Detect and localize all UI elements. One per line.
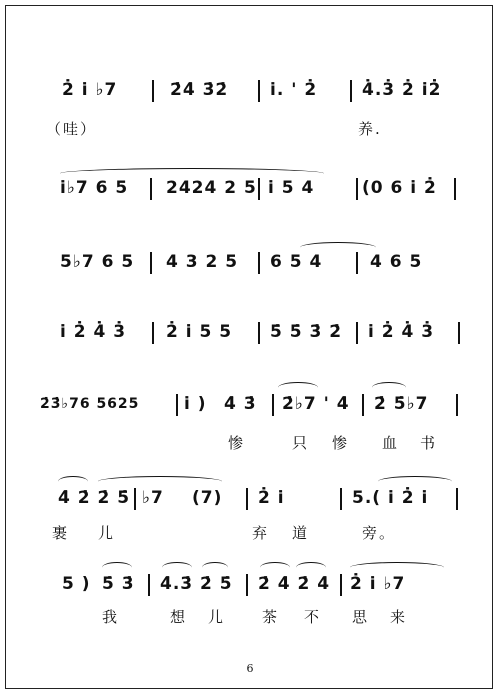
barline (152, 322, 154, 344)
barline (134, 488, 136, 510)
lyric: 儿 (208, 608, 226, 626)
measure: 2424 2 5 (166, 178, 257, 198)
score-row-2 (0, 178, 500, 208)
lyric: 裹 (52, 524, 70, 542)
slur (58, 476, 88, 487)
score-row-5 (0, 394, 500, 424)
measure: 4 3 2 5 (166, 252, 239, 272)
barline (152, 80, 154, 102)
measure: 2̇ i̇ ♭7 (350, 574, 406, 594)
lyric: 儿 (98, 524, 116, 542)
score-row-7 (0, 574, 500, 604)
barline (148, 574, 150, 596)
measure: i̇. ' 2̇ (270, 80, 318, 100)
score-row-3 (0, 252, 500, 282)
barline (258, 322, 260, 344)
barline (356, 178, 358, 200)
barline (150, 178, 152, 200)
score-row-1 (0, 80, 500, 110)
slur (350, 562, 444, 573)
measure: i̇ ) (184, 394, 207, 414)
measure: 2̇ 4̇ 2̇ 4̇ (258, 574, 331, 594)
barline (362, 394, 364, 416)
measure: 5 ) (62, 574, 91, 594)
measure: (7) (192, 488, 223, 508)
measure: 2̇ 5̇♭7 (374, 394, 429, 414)
measure: ♭7 (142, 488, 164, 508)
barline (340, 488, 342, 510)
slur (162, 562, 192, 573)
lyric: 只 (292, 434, 310, 452)
measure: i̇ 2̇ 4̇ 3̇ (368, 322, 435, 342)
measure: 5̇ 5̇ 3̇ 2̇ (270, 322, 343, 342)
barline (356, 322, 358, 344)
lyric: 不 (304, 608, 322, 626)
barline (456, 394, 458, 416)
barline (458, 322, 460, 344)
slur (296, 562, 326, 573)
measure: 5♭7 6 5 (60, 252, 135, 272)
lyric: 惨 (228, 434, 246, 452)
lyric: 旁。 (362, 524, 397, 542)
lyric: 我 (102, 608, 120, 626)
slur (260, 562, 290, 573)
measure: 4̇ 3̇ (224, 394, 257, 414)
measure: 5̇ 3̇ (102, 574, 135, 594)
slur (378, 476, 452, 487)
measure: i̇♭7 6 5 (60, 178, 129, 198)
measure: 4̇ 2̇ 2̇ 5̇ (58, 488, 131, 508)
measure: 2̇3̇♭76 5625 (40, 396, 140, 412)
lyric: 思 (352, 608, 370, 626)
barline (350, 80, 352, 102)
barline (258, 252, 260, 274)
barline (246, 574, 248, 596)
measure: 4̇.3̇ 2̇ 5̇ (160, 574, 233, 594)
measure: 2̇ i̇ (258, 488, 285, 508)
barline (246, 488, 248, 510)
measure: (0 6 i̇ 2̇ (362, 178, 437, 198)
slur (372, 382, 406, 393)
lyric: 道 (292, 524, 310, 542)
barline (150, 252, 152, 274)
measure: 2̇ i̇ ♭7 (62, 80, 118, 100)
measure: 2̇♭7 ' 4̇ (282, 394, 350, 414)
slur (202, 562, 228, 573)
lyric: 茶 (262, 608, 280, 626)
barline (454, 178, 456, 200)
barline (258, 80, 260, 102)
barline (340, 574, 342, 596)
measure: 4̇.3̇ 2̇ i̇2̇ (362, 80, 442, 100)
lyric: 想 (170, 608, 188, 626)
lyric: 惨 (332, 434, 350, 452)
barline (258, 178, 260, 200)
barline (356, 252, 358, 274)
lyric: 书 (420, 434, 438, 452)
barline (176, 394, 178, 416)
slur (278, 382, 318, 393)
measure: 6 5 4 (270, 252, 323, 272)
measure: 2̇ i̇ 5 5 (166, 322, 233, 342)
barline (456, 488, 458, 510)
slur (98, 476, 222, 487)
score-row-4 (0, 322, 500, 352)
measure: 5.( i̇ 2̇ i̇ (352, 488, 429, 508)
measure: 2̇4̇ 3̇2̇ (170, 80, 229, 100)
measure: i̇ 5 4 (268, 178, 315, 198)
page-number: 6 (246, 662, 254, 675)
lyric: （哇） (46, 120, 98, 138)
lyric: 养. (358, 120, 382, 138)
lyric: 弃 (252, 524, 270, 542)
measure: 4 6 5 (370, 252, 423, 272)
slur (102, 562, 132, 573)
lyric: 血 (382, 434, 400, 452)
measure: i̇ 2̇ 4̇ 3̇ (60, 322, 127, 342)
score-row-6 (0, 488, 500, 518)
lyric: 来 (390, 608, 408, 626)
barline (272, 394, 274, 416)
